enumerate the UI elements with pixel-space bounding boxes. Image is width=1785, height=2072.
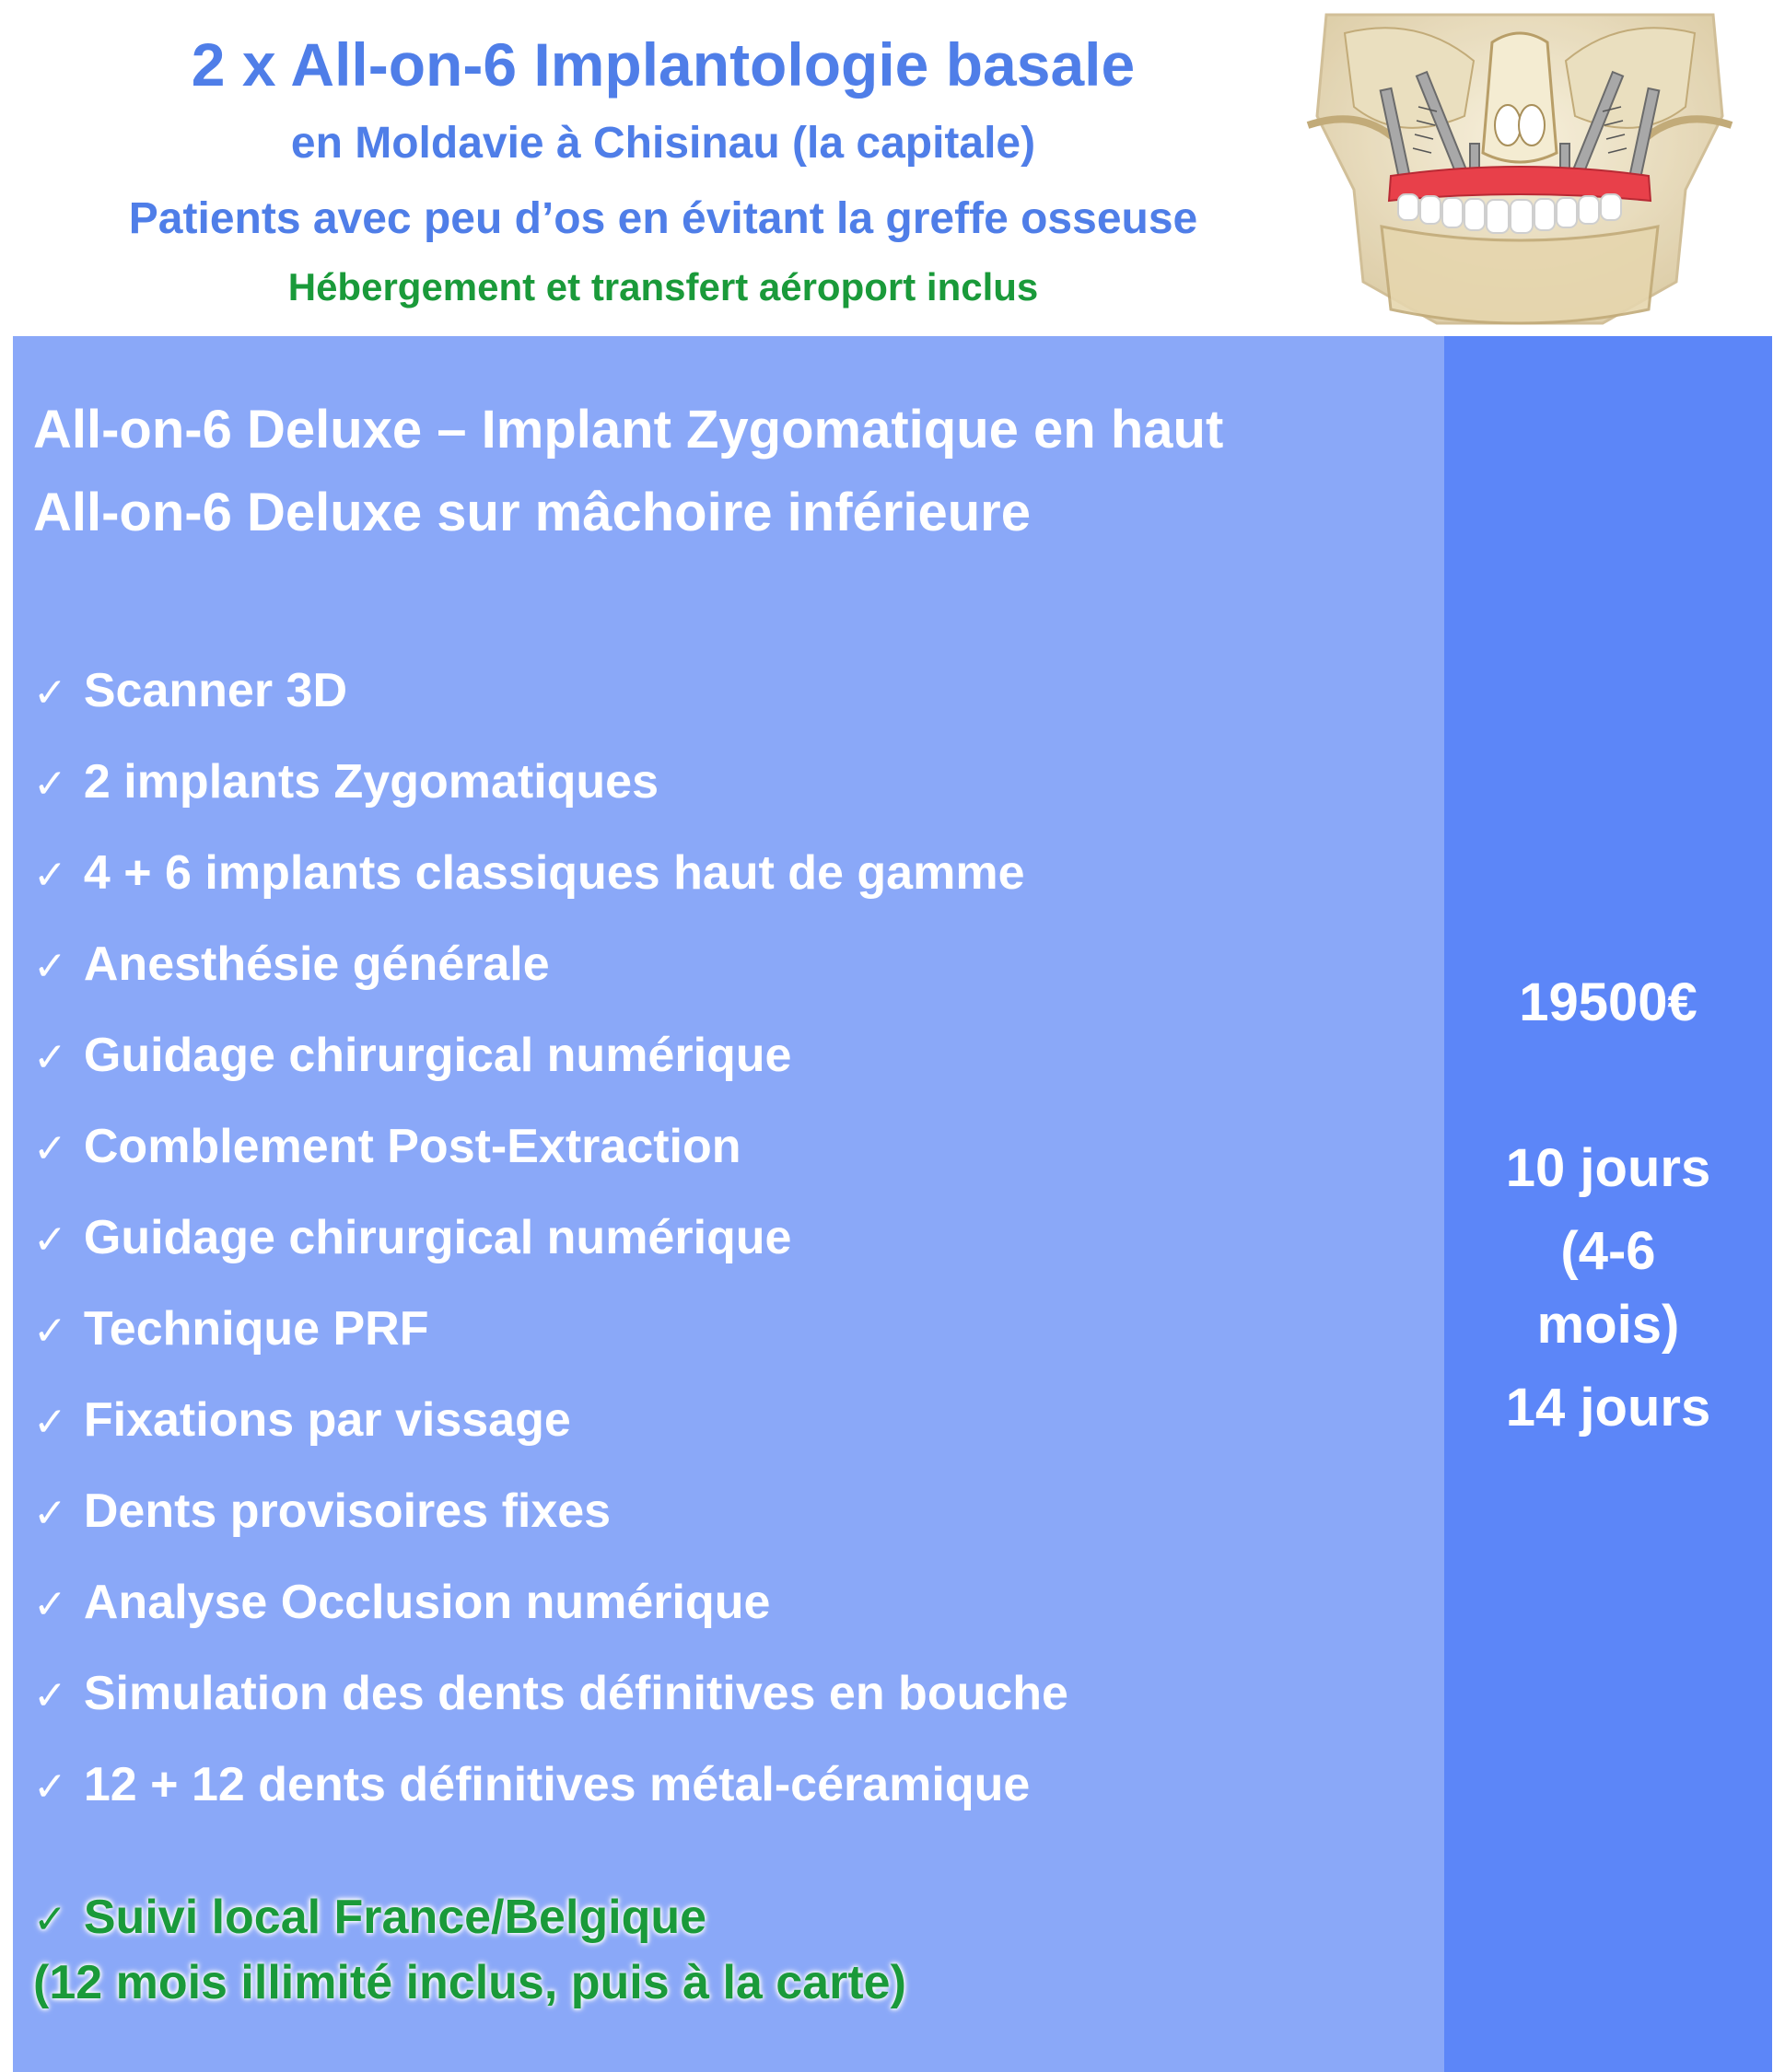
feature-label: Guidage chirurgical numérique [83,1029,792,1082]
check-icon: ✓ [33,1672,67,1719]
list-item [33,1752,1415,1844]
feature-label: Anesthésie générale [83,937,550,991]
check-icon: ✓ [33,1308,67,1355]
check-icon: ✓ [33,943,67,990]
check-icon: ✓ [33,1581,67,1628]
check-icon: ✓ [33,1764,67,1810]
list-item [33,1114,1415,1205]
check-icon: ✓ [33,761,67,808]
check-icon: ✓ [33,1125,67,1172]
check-icon: ✓ [33,1216,67,1263]
feature-label: 4 + 6 implants classiques haut de gamme [83,846,1025,900]
feature-list [33,658,1415,1844]
list-item [33,932,1415,1023]
list-item [33,1205,1415,1297]
offer-title-upper: All-on-6 Deluxe – Implant Zygomatique en haut [33,400,1224,460]
page-title: 2 x All-on-6 Implantologie basale [191,30,1136,99]
check-icon: ✓ [33,1034,67,1081]
check-icon: ✓ [33,852,67,899]
check-icon: ✓ [33,669,67,716]
feature-label: Comblement Post-Extraction [83,1120,741,1173]
patients-subtitle: Patients avec peu d’os en évitant la greffe osseuse [128,194,1198,243]
list-item [33,658,1415,750]
followup-note [33,1886,1415,2014]
list-item [33,1661,1415,1752]
feature-label: Simulation des dents définitives en bouche [83,1667,1068,1720]
list-item [33,750,1415,841]
list-item [33,1297,1415,1388]
feature-label: 12 + 12 dents définitives métal-céramique [83,1758,1031,1811]
feature-label: Fixations par vissage [83,1393,571,1447]
check-icon: ✓ [33,1399,67,1446]
followup-detail: (12 mois illimité inclus, puis à la carte) [33,1956,906,2009]
location-subtitle: en Moldavie à Chisinau (la capitale) [290,119,1036,168]
included-subtitle: Hébergement et transfert aéroport inclus [287,265,1039,308]
header [0,0,1289,333]
price-value: 19500€ [1519,972,1698,1032]
stay-second: 14 jours [1505,1378,1711,1438]
interval-line-2: mois) [1536,1295,1680,1355]
jaw-implants-illustration [1289,6,1750,337]
check-icon: ✓ [33,1490,67,1537]
list-item [33,1570,1415,1661]
offer-title-lower: All-on-6 Deluxe sur mâchoire inférieure [33,483,1031,542]
list-item [33,1388,1415,1479]
stay-first: 10 jours [1505,1138,1711,1198]
list-item [33,1479,1415,1570]
feature-label: Analyse Occlusion numérique [83,1576,771,1629]
feature-label: Guidage chirurgical numérique [83,1211,792,1264]
feature-label: Technique PRF [83,1302,429,1356]
feature-label: Scanner 3D [83,664,348,717]
list-item [33,841,1415,932]
list-item [33,1023,1415,1114]
interval-line-1: (4-6 [1560,1221,1656,1281]
feature-label: Dents provisoires fixes [83,1484,612,1538]
feature-label: 2 implants Zygomatiques [83,755,659,809]
check-icon: ✓ [33,1896,67,1943]
followup-title: Suivi local France/Belgique [83,1891,707,1944]
